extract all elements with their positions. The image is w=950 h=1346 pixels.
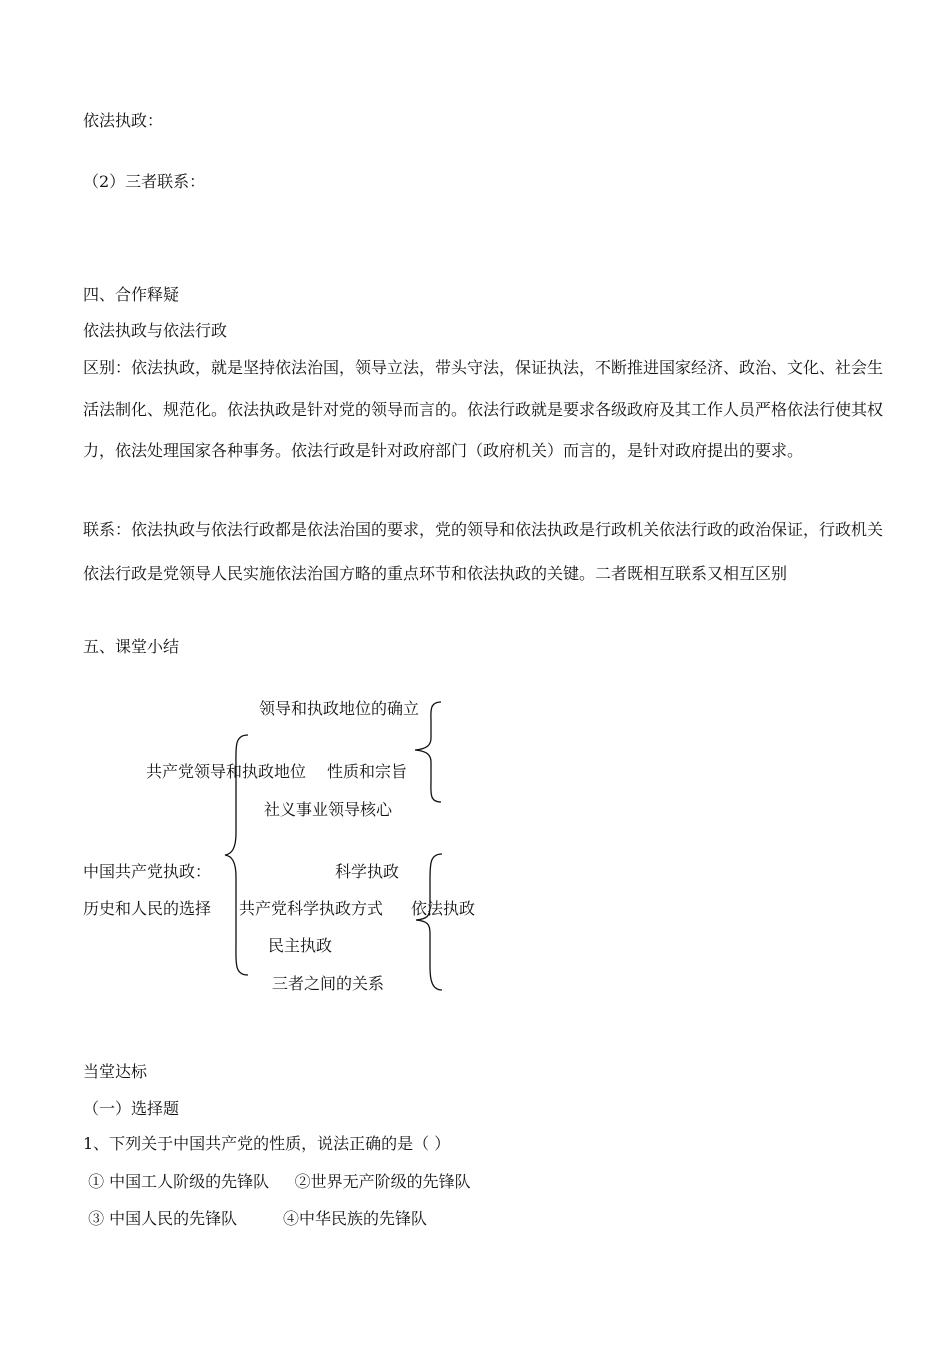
section-heading: 四、合作释疑 [83,285,180,304]
left-brace [412,852,446,992]
subheading: （一）选择题 [83,1099,180,1118]
diagram-item: 民主执政 [268,936,333,955]
diagram-item: 历史和人民的选择 [83,899,212,918]
question: 1、下列关于中国共产党的性质，说法正确的是（ ） [83,1134,451,1153]
section-heading: 当堂达标 [83,1062,148,1081]
diagram-group: 共产党领导和执政地位 [146,762,307,781]
diagram-item: 科学执政 [335,862,400,881]
diagram-root: 中国共产党执政： [83,862,212,881]
diagram-item: 领导和执政地位的确立 [259,699,420,718]
diagram-item: 社义事业领导核心 [264,800,393,819]
paragraph-difference: 区别：依法执政，就是坚持依法治国，领导立法，带头守法，保证执法，不断推进国家经济、政治、文化、社会生活法制化、规范化。依法执政是针对党的领导而言的。依法行政就是要求各级政府及其工作人员严格依法行使其权力，依法处理国家各种事务。依法行政是针对政府部门（政府机关）而言的，是针对政府提出的要求。 [83,358,884,460]
diagram-item: 依法执政 [411,899,476,918]
diagram-item: 性质和宗旨 [327,762,408,781]
diagram-group: 共产党科学执政方式 [239,899,384,918]
paragraph-connection: 联系：依法执政与依法行政都是依法治国的要求，党的领导和依法执政是行政机关依法行政的政治保证，行政机关依法行政是党领导人民实施依法治国方略的重点环节和依法执政的关键。二者既相互联系又相互区别 [83,520,884,583]
question-options: ③ 中国人民的先锋队 ④中华民族的先锋队 [83,1209,427,1228]
subheading: 依法执政与依法行政 [83,321,228,340]
right-brace [411,700,445,804]
question-options: ① 中国工人阶级的先锋队 ②世界无产阶级的先锋队 [83,1172,471,1191]
text-line: 依法执政： [83,111,164,130]
diagram-item: 三者之间的关系 [272,974,385,993]
text-line: （2）三者联系： [83,172,206,191]
left-brace [222,733,252,977]
section-heading: 五、课堂小结 [83,637,180,656]
